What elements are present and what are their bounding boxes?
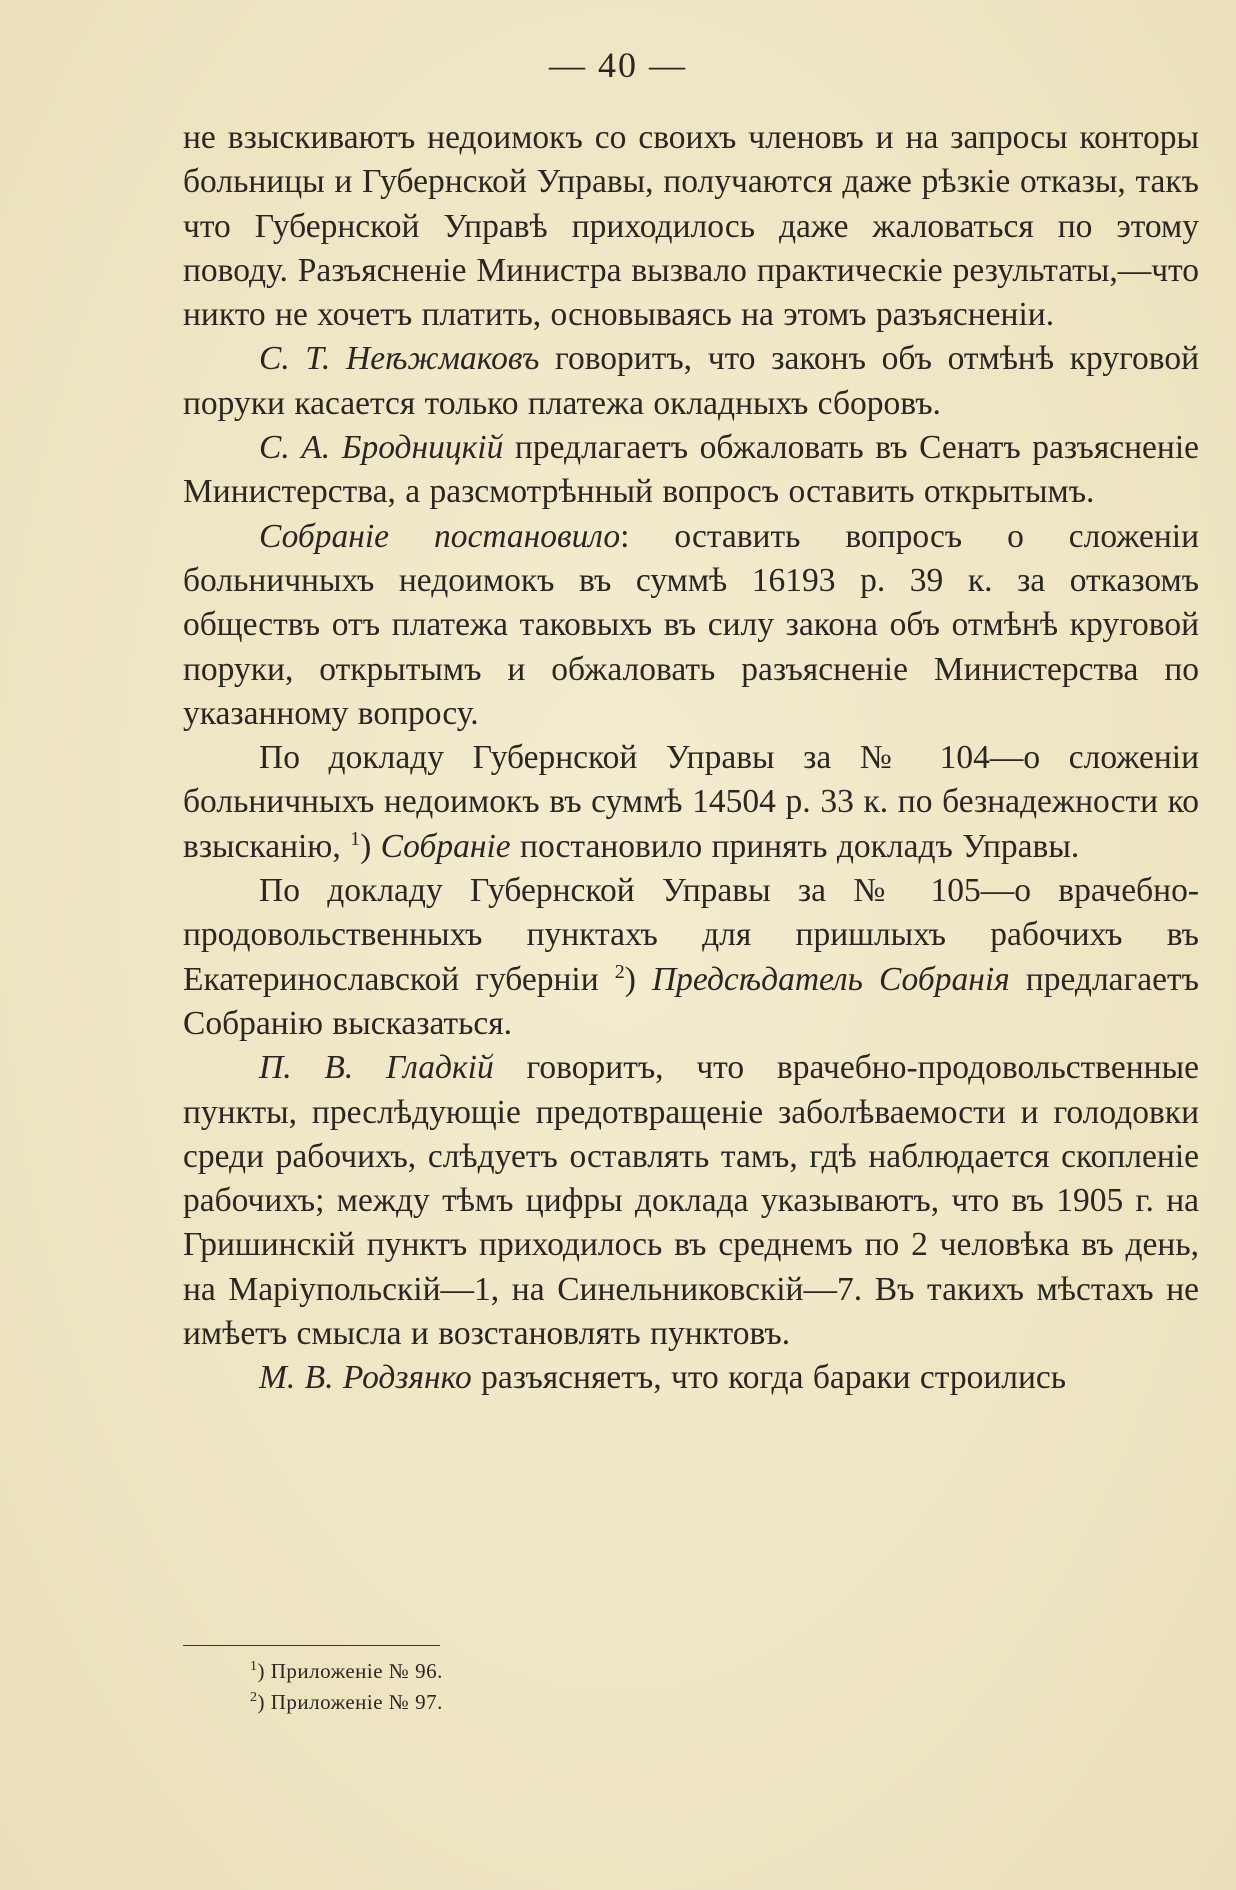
paragraph-text: говоритъ, что законъ объ отмѣнѣ круговой поруки касается только платежа окладныхъ сборовъ. <box>183 340 1199 422</box>
paragraph <box>183 1356 1199 1400</box>
paragraph <box>183 869 1199 1046</box>
paragraph-text: : оставить вопросъ о сложеніи больничныхъ недоимокъ въ суммѣ 16193 р. 39 к. за отказомъ обществъ отъ платежа таковыхъ въ силу закона объ отмѣнѣ круговой поруки, открытымъ и обжаловать разъясненіе Министерства по указанному вопросу. <box>183 517 1199 732</box>
footnotes <box>250 1656 443 1718</box>
paragraph <box>183 337 1199 426</box>
paragraph-text: ) <box>624 960 652 998</box>
speaker-name: С. Т. Неѣжмаковъ <box>259 340 540 378</box>
speaker-name: Предсѣдатель Собранія <box>651 960 1010 998</box>
paragraph-text: ) <box>360 827 381 865</box>
speaker-name: М. В. Родзянко <box>259 1359 472 1397</box>
footnote-text: ) Приложеніе № 96. <box>257 1659 443 1683</box>
footnote-mark: 1 <box>250 1659 258 1674</box>
footnote-rule <box>183 1645 440 1646</box>
paragraph-text: По докладу Губернской Управы за № 104—о сложеніи больничныхъ недоимокъ въ суммѣ 14504 р. 33 к. по безнадежности ко взысканію, <box>183 739 1199 865</box>
paragraph <box>183 426 1199 515</box>
footnote <box>250 1687 443 1718</box>
speaker-name: Собраніе <box>380 827 511 865</box>
speaker-name: С. А. Бродницкій <box>259 429 504 467</box>
paragraph <box>183 1046 1199 1356</box>
paragraph-text: предлагаетъ Собранію высказаться. <box>183 960 1199 1042</box>
paragraph <box>183 116 1199 337</box>
paragraph-text: По докладу Губернской Управы за № 105—о врачебно-продовольственныхъ пунктахъ для пришлыхъ рабочихъ въ Екатеринославской губерніи <box>183 872 1199 998</box>
footnote-ref: 1 <box>350 827 361 850</box>
paragraph-text: предлагаетъ обжаловать въ Сенатъ разъясненіе Министерства, а разсмотрѣнный вопросъ оставить открытымъ. <box>183 429 1200 511</box>
paragraph <box>183 515 1199 736</box>
paragraph-text: не взыскиваютъ недоимокъ со своихъ членовъ и на запросы конторы больницы и Губернской Управы, получаются даже рѣзкіе отказы, такъ что Губернской Управѣ приходилось даже жаловаться по этому поводу. Разъясненіе Министра вызвало практическіе результаты,—что никто не хочетъ платить, основываясь на этомъ разъясненіи. <box>183 119 1199 334</box>
body-text <box>183 116 1199 1401</box>
footnote-mark: 2 <box>250 1690 258 1705</box>
footnote <box>250 1656 443 1687</box>
paragraph-text: говоритъ, что врачебно-продовольственные пункты, преслѣдующіе предотвращеніе заболѣваемости и голодовки среди рабочихъ, слѣдуетъ оставлять тамъ, гдѣ наблюдается скопленіе рабочихъ; между тѣмъ цифры доклада указываютъ, что въ 1905 г. на Гришинскій пунктъ приходилось въ среднемъ по 2 человѣка въ день, на Маріупольскій—1, на Синельниковскій—7. Въ такихъ мѣстахъ не имѣетъ смысла и возстановлять пунктовъ. <box>183 1049 1199 1353</box>
paragraph-text: разъясняетъ, что когда бараки строились <box>471 1359 1067 1397</box>
page-number: — 40 — <box>549 45 687 85</box>
paragraph <box>183 736 1199 869</box>
footnote-text: ) Приложеніе № 97. <box>257 1690 443 1714</box>
paragraph-text: постановило принять докладъ Управы. <box>510 827 1080 865</box>
speaker-name: Собраніе постановило <box>259 517 621 555</box>
speaker-name: П. В. Гладкій <box>259 1049 494 1087</box>
footnote-ref: 2 <box>614 960 625 983</box>
